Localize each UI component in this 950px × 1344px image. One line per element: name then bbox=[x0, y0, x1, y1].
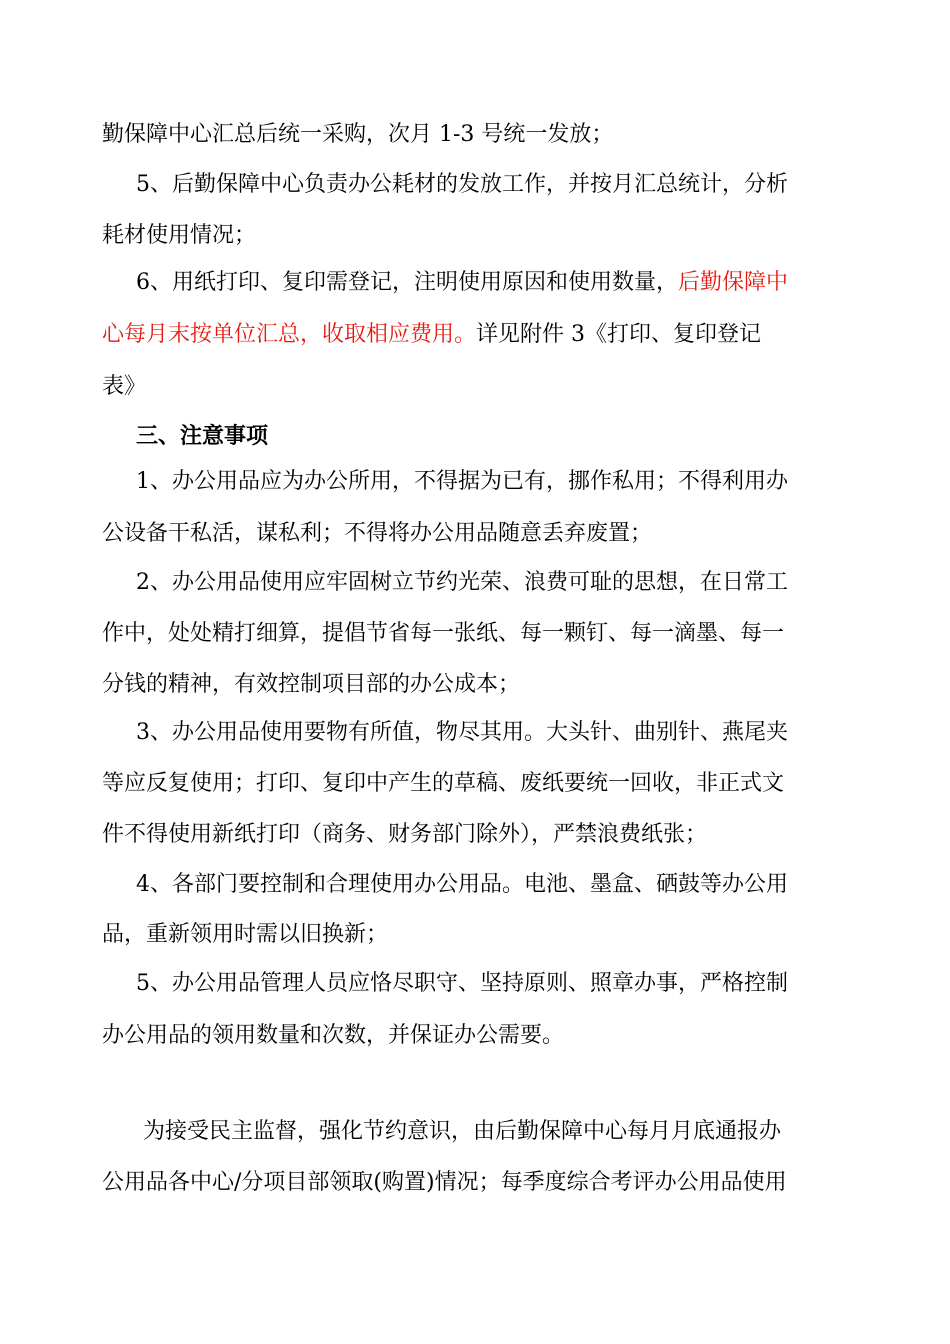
line-text: 详见附件 3《打印、复印登记 bbox=[476, 322, 762, 347]
highlighted-text: 心每月末按单位汇总，收取相应费用。 bbox=[102, 322, 477, 347]
paragraph-line: 1、办公用品应为办公所用，不得据为已有，挪作私用；不得利用办 bbox=[136, 469, 788, 494]
section-heading: 三、注意事项 bbox=[136, 423, 269, 449]
paragraph-line: 分钱的精神，有效控制项目部的办公成本； bbox=[102, 672, 521, 697]
paragraph-line: 4、各部门要控制和合理使用办公用品。电池、墨盒、硒鼓等办公用 bbox=[136, 872, 788, 897]
paragraph-line: 表》 bbox=[102, 374, 147, 399]
line-text: 6、用纸打印、复印需登记，注明使用原因和使用数量， bbox=[136, 270, 678, 295]
paragraph-line: 为接受民主监督，强化节约意识，由后勤保障中心每月月底通报办 bbox=[143, 1119, 782, 1144]
paragraph-line: 3、办公用品使用要物有所值，物尽其用。大头针、曲别针、燕尾夹 bbox=[136, 720, 788, 745]
paragraph-line: 件不得使用新纸打印（商务、财务部门除外），严禁浪费纸张； bbox=[102, 822, 708, 847]
paragraph-line: 品，重新领用时需以旧换新； bbox=[102, 922, 389, 947]
paragraph-line bbox=[102, 320, 761, 350]
paragraph-line: 5、办公用品管理人员应恪尽职守、坚持原则、照章办事，严格控制 bbox=[136, 971, 788, 996]
paragraph-line: 耗材使用情况； bbox=[102, 223, 257, 248]
paragraph-line: 办公用品的领用数量和次数，并保证办公需要。 bbox=[102, 1023, 565, 1048]
paragraph-line: 公设备干私活，谋私利；不得将办公用品随意丢弃废置； bbox=[102, 521, 653, 546]
paragraph-line bbox=[136, 268, 788, 298]
paragraph-line: 公用品各中心/分项目部领取(购置)情况；每季度综合考评办公用品使用 bbox=[102, 1170, 787, 1195]
paragraph-line: 勤保障中心汇总后统一采购，次月 1-3 号统一发放； bbox=[102, 122, 614, 147]
paragraph-line: 2、办公用品使用应牢固树立节约光荣、浪费可耻的思想，在日常工 bbox=[136, 570, 788, 595]
paragraph-line: 作中，处处精打细算，提倡节省每一张纸、每一颗钉、每一滴墨、每一 bbox=[102, 621, 785, 646]
paragraph-line: 等应反复使用；打印、复印中产生的草稿、废纸要统一回收，非正式文 bbox=[102, 771, 785, 796]
highlighted-text: 后勤保障中 bbox=[678, 270, 789, 295]
paragraph-line: 5、后勤保障中心负责办公耗材的发放工作，并按月汇总统计，分析 bbox=[136, 172, 788, 197]
